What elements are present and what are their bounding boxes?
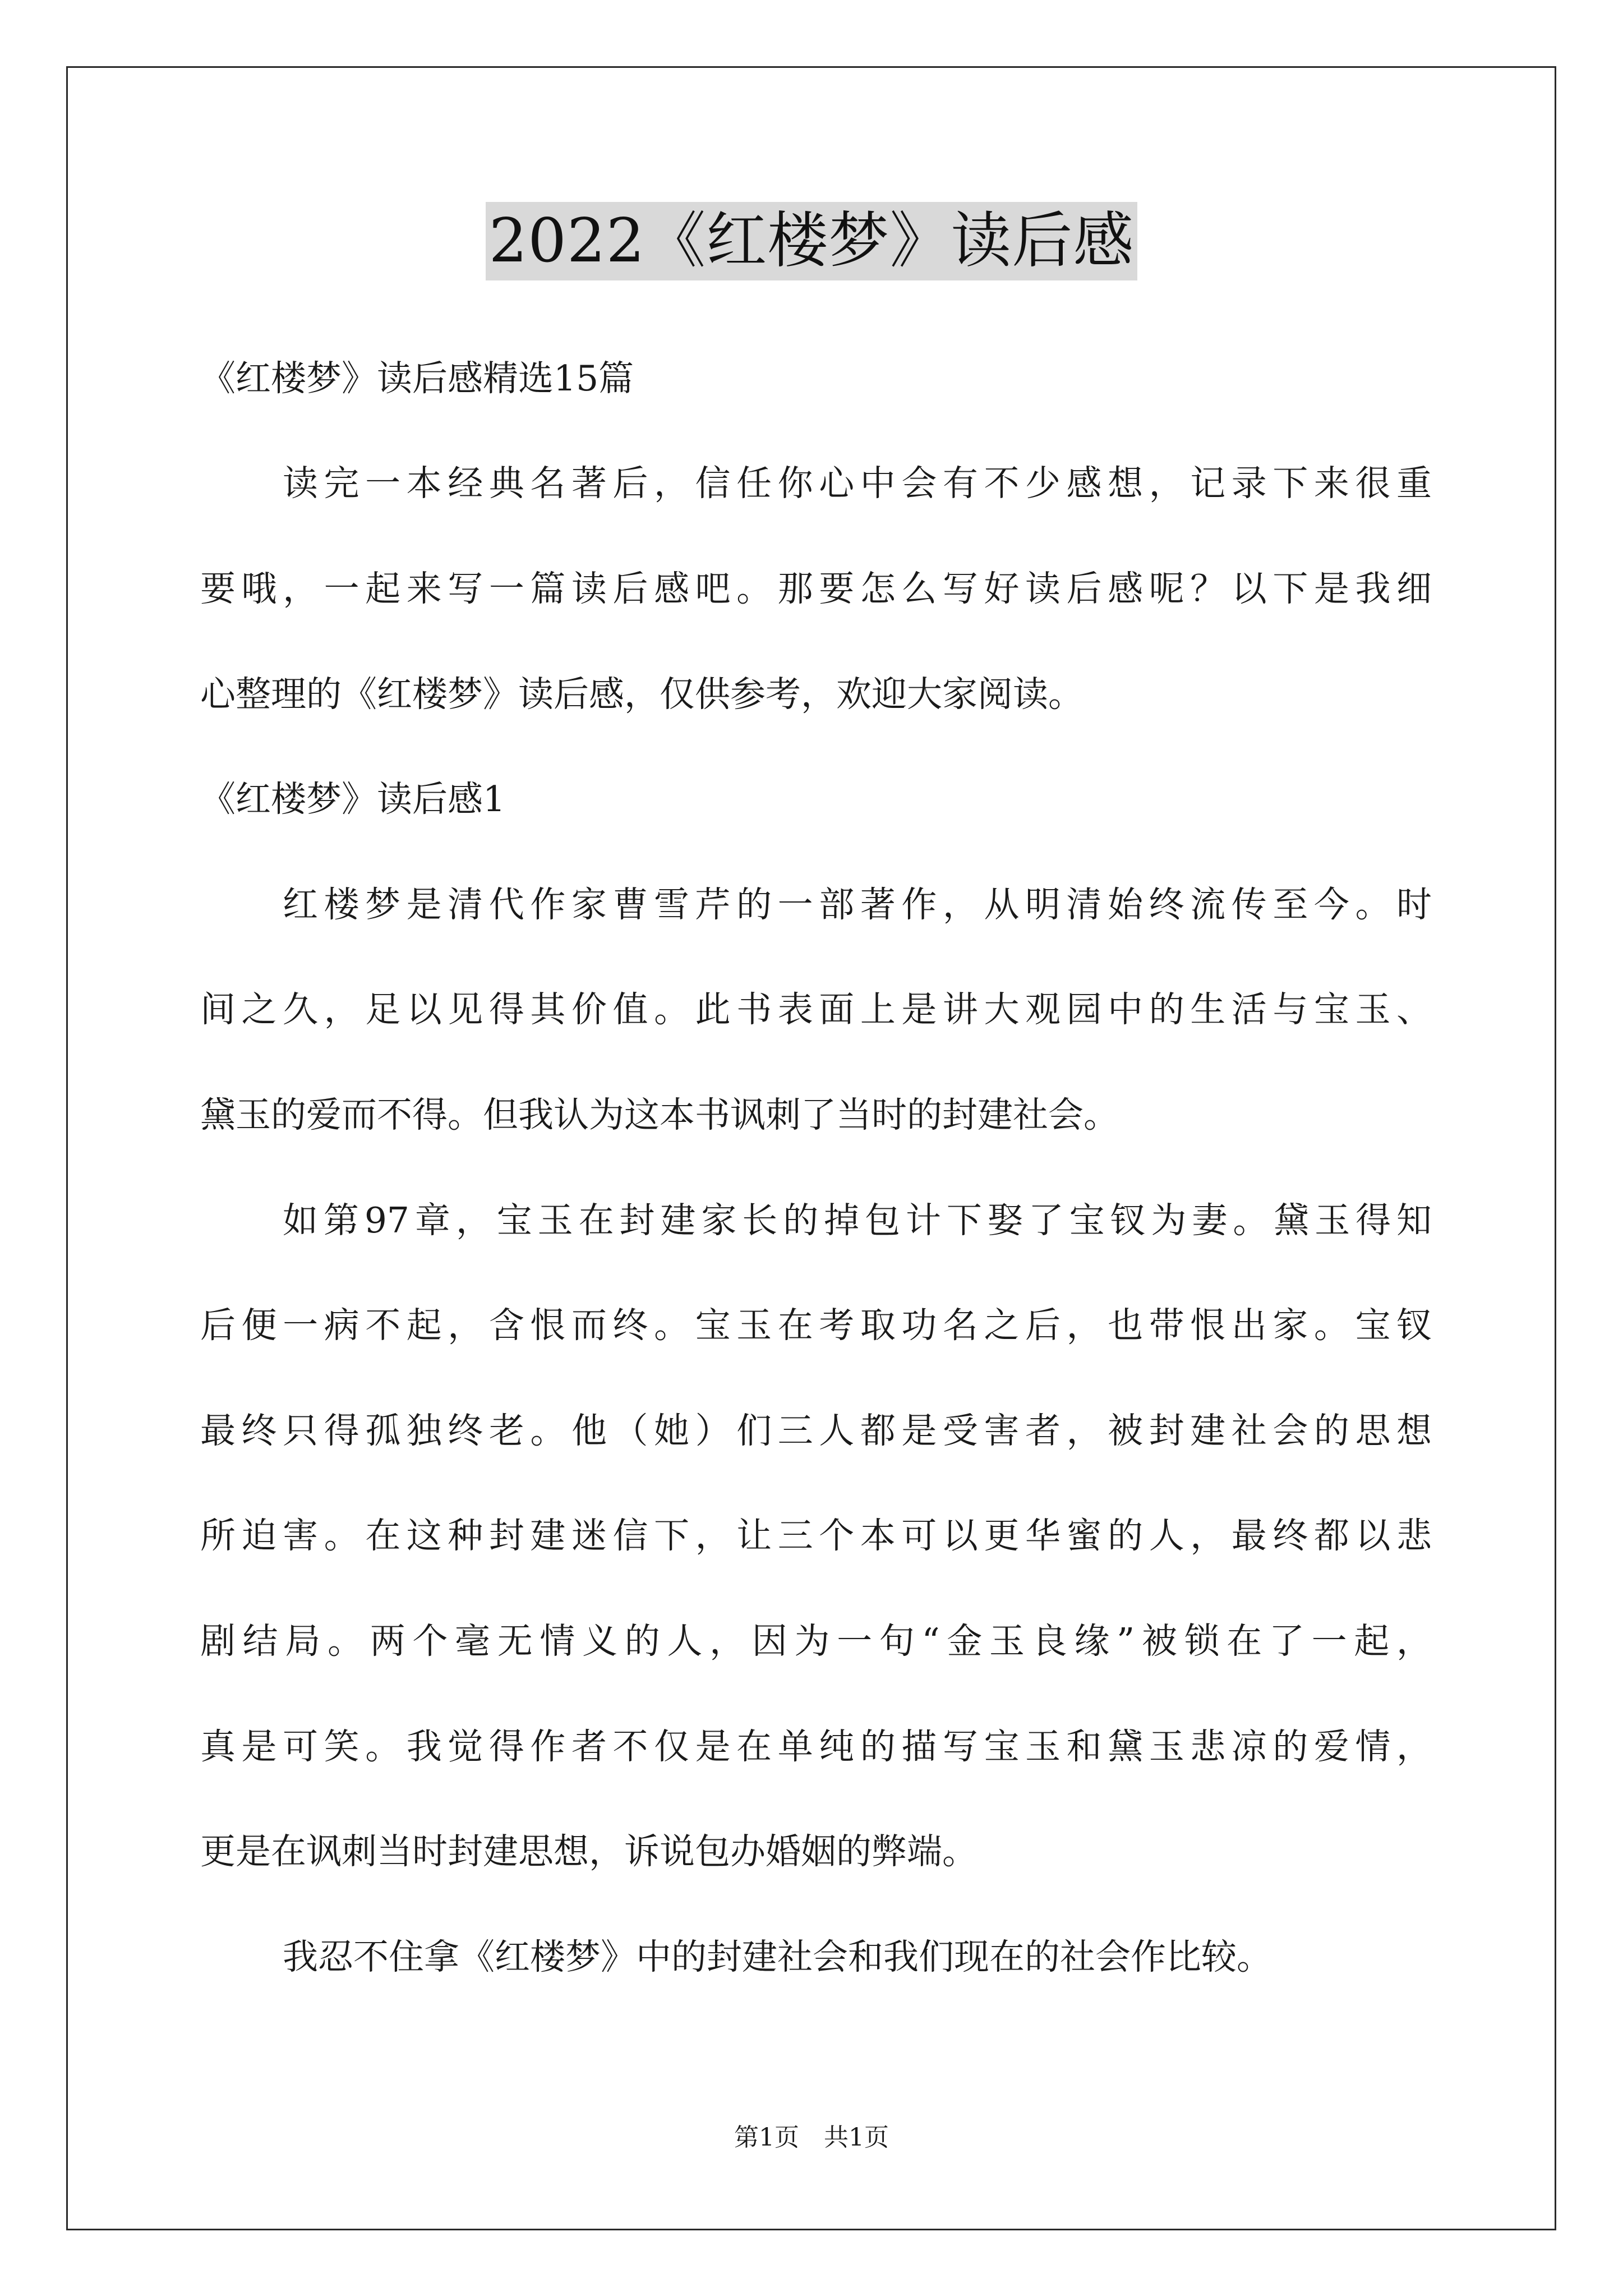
document-subtitle: 《红楼梦》读后感精选15篇 bbox=[200, 358, 634, 399]
paragraph-line: 红楼梦是清代作家曹雪芹的一部著作，从明清始终流传至今。时 bbox=[283, 884, 1432, 925]
paragraph-line: 如第97章，宝玉在封建家长的掉包计下娶了宝钗为妻。黛玉得知 bbox=[283, 1200, 1432, 1241]
paragraph-line: 间之久，足以见得其价值。此书表面上是讲大观园中的生活与宝玉、 bbox=[200, 989, 1432, 1030]
page-footer: 第1页 共1页 bbox=[734, 2123, 889, 2152]
paragraph-line: 黛玉的爱而不得。但我认为这本书讽刺了当时的封建社会。 bbox=[200, 1094, 1119, 1135]
paragraph-line: 更是在讽刺当时封建思想，诉说包办婚姻的弊端。 bbox=[200, 1831, 978, 1872]
document-title: 2022《红楼梦》读后感 bbox=[486, 202, 1138, 280]
paragraph-line: 后便一病不起，含恨而终。宝玉在考取功名之后，也带恨出家。宝钗 bbox=[200, 1305, 1432, 1346]
paragraph-line: 真是可笑。我觉得作者不仅是在单纯的描写宝玉和黛玉悲凉的爱情， bbox=[200, 1726, 1432, 1767]
paragraph-line: 最终只得孤独终老。他（她）们三人都是受害者，被封建社会的思想 bbox=[200, 1410, 1432, 1451]
title-container bbox=[0, 202, 1623, 280]
paragraph-line: 我忍不住拿《红楼梦》中的封建社会和我们现在的社会作比较。 bbox=[283, 1936, 1272, 1977]
paragraph-line: 剧结局。两个毫无情义的人，因为一句“金玉良缘”被锁在了一起， bbox=[200, 1621, 1432, 1662]
section-heading: 《红楼梦》读后感1 bbox=[200, 779, 506, 820]
intro-line: 读完一本经典名著后，信任你心中会有不少感想，记录下来很重 bbox=[283, 463, 1432, 504]
intro-line: 要哦，一起来写一篇读后感吧。那要怎么写好读后感呢？以下是我细 bbox=[200, 568, 1432, 609]
paragraph-line: 所迫害。在这种封建迷信下，让三个本可以更华蜜的人，最终都以悲 bbox=[200, 1515, 1432, 1556]
intro-line: 心整理的《红楼梦》读后感，仅供参考，欢迎大家阅读。 bbox=[200, 674, 1083, 715]
